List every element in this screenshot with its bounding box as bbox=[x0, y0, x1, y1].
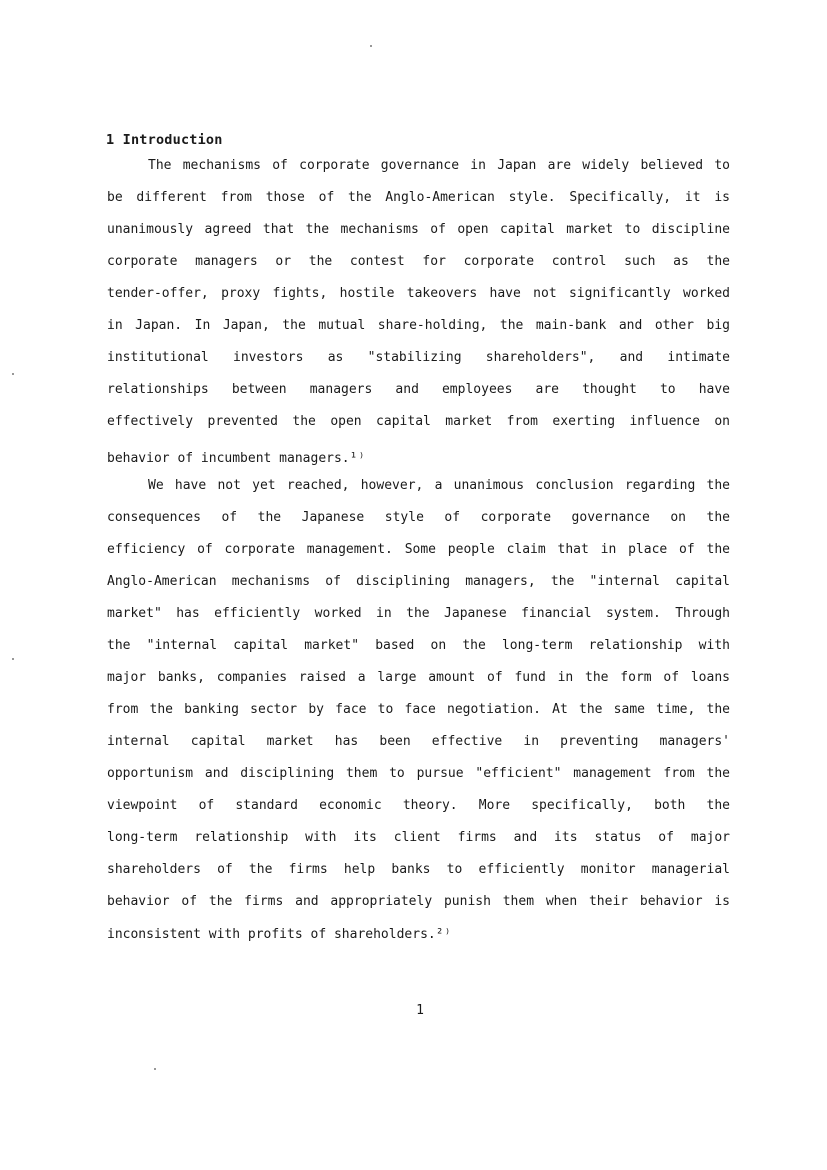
paragraph-1-line-6: in Japan. In Japan, the mutual share-holding, the main-bank and other big bbox=[107, 318, 730, 333]
paragraph-1-line-2: be different from those of the Anglo-American style. Specifically, it is bbox=[107, 190, 730, 205]
paragraph-2-line-12: long-term relationship with its client firms and its status of major bbox=[107, 830, 730, 845]
paragraph-1-line-3: unanimously agreed that the mechanisms of open capital market to discipline bbox=[107, 222, 730, 237]
paragraph-2-line-14: behavior of the firms and appropriately punish them when their behavior is bbox=[107, 894, 730, 909]
paragraph-1-line-5: tender-offer, proxy fights, hostile takeovers have not significantly worked bbox=[107, 286, 730, 301]
paragraph-2-line-13: shareholders of the firms help banks to efficiently monitor managerial bbox=[107, 862, 730, 877]
paragraph-1-line-7: institutional investors as "stabilizing shareholders", and intimate bbox=[107, 350, 730, 365]
paragraph-1-line-1: The mechanisms of corporate governance in Japan are widely believed to bbox=[148, 158, 730, 173]
paragraph-2-line-5: market" has efficiently worked in the Japanese financial system. Through bbox=[107, 606, 730, 621]
paragraph-2-line-2: consequences of the Japanese style of corporate governance on the bbox=[107, 510, 730, 525]
paragraph-2-line-7: major banks, companies raised a large amount of fund in the form of loans bbox=[107, 670, 730, 685]
paragraph-2-line-10: opportunism and disciplining them to pursue "efficient" management from the bbox=[107, 766, 730, 781]
paragraph-2-line-9: internal capital market has been effective in preventing managers' bbox=[107, 734, 730, 749]
paragraph-2-line-4: Anglo-American mechanisms of disciplining managers, the "internal capital bbox=[107, 574, 730, 589]
paragraph-2-line-8: from the banking sector by face to face negotiation. At the same time, the bbox=[107, 702, 730, 717]
paragraph-1-line-8: relationships between managers and employees are thought to have bbox=[107, 382, 730, 397]
paragraph-2-line-1: We have not yet reached, however, a unanimous conclusion regarding the bbox=[148, 478, 730, 493]
paragraph-2-line-15: inconsistent with profits of shareholders.²⁾ bbox=[107, 927, 452, 942]
scan-speck bbox=[370, 45, 372, 47]
paragraph-2-line-3: efficiency of corporate management. Some people claim that in place of the bbox=[107, 542, 730, 557]
scan-speck bbox=[12, 658, 14, 660]
paragraph-1-line-10: behavior of incumbent managers.¹⁾ bbox=[107, 451, 366, 466]
page-number: 1 bbox=[416, 1003, 424, 1018]
section-heading: 1 Introduction bbox=[106, 132, 223, 148]
paragraph-2-line-6: the "internal capital market" based on the long-term relationship with bbox=[107, 638, 730, 653]
scan-speck bbox=[12, 373, 14, 375]
paragraph-1-line-4: corporate managers or the contest for corporate control such as the bbox=[107, 254, 730, 269]
paragraph-2-line-11: viewpoint of standard economic theory. More specifically, both the bbox=[107, 798, 730, 813]
paragraph-1-line-9: effectively prevented the open capital market from exerting influence on bbox=[107, 414, 730, 429]
scan-speck bbox=[154, 1068, 156, 1070]
